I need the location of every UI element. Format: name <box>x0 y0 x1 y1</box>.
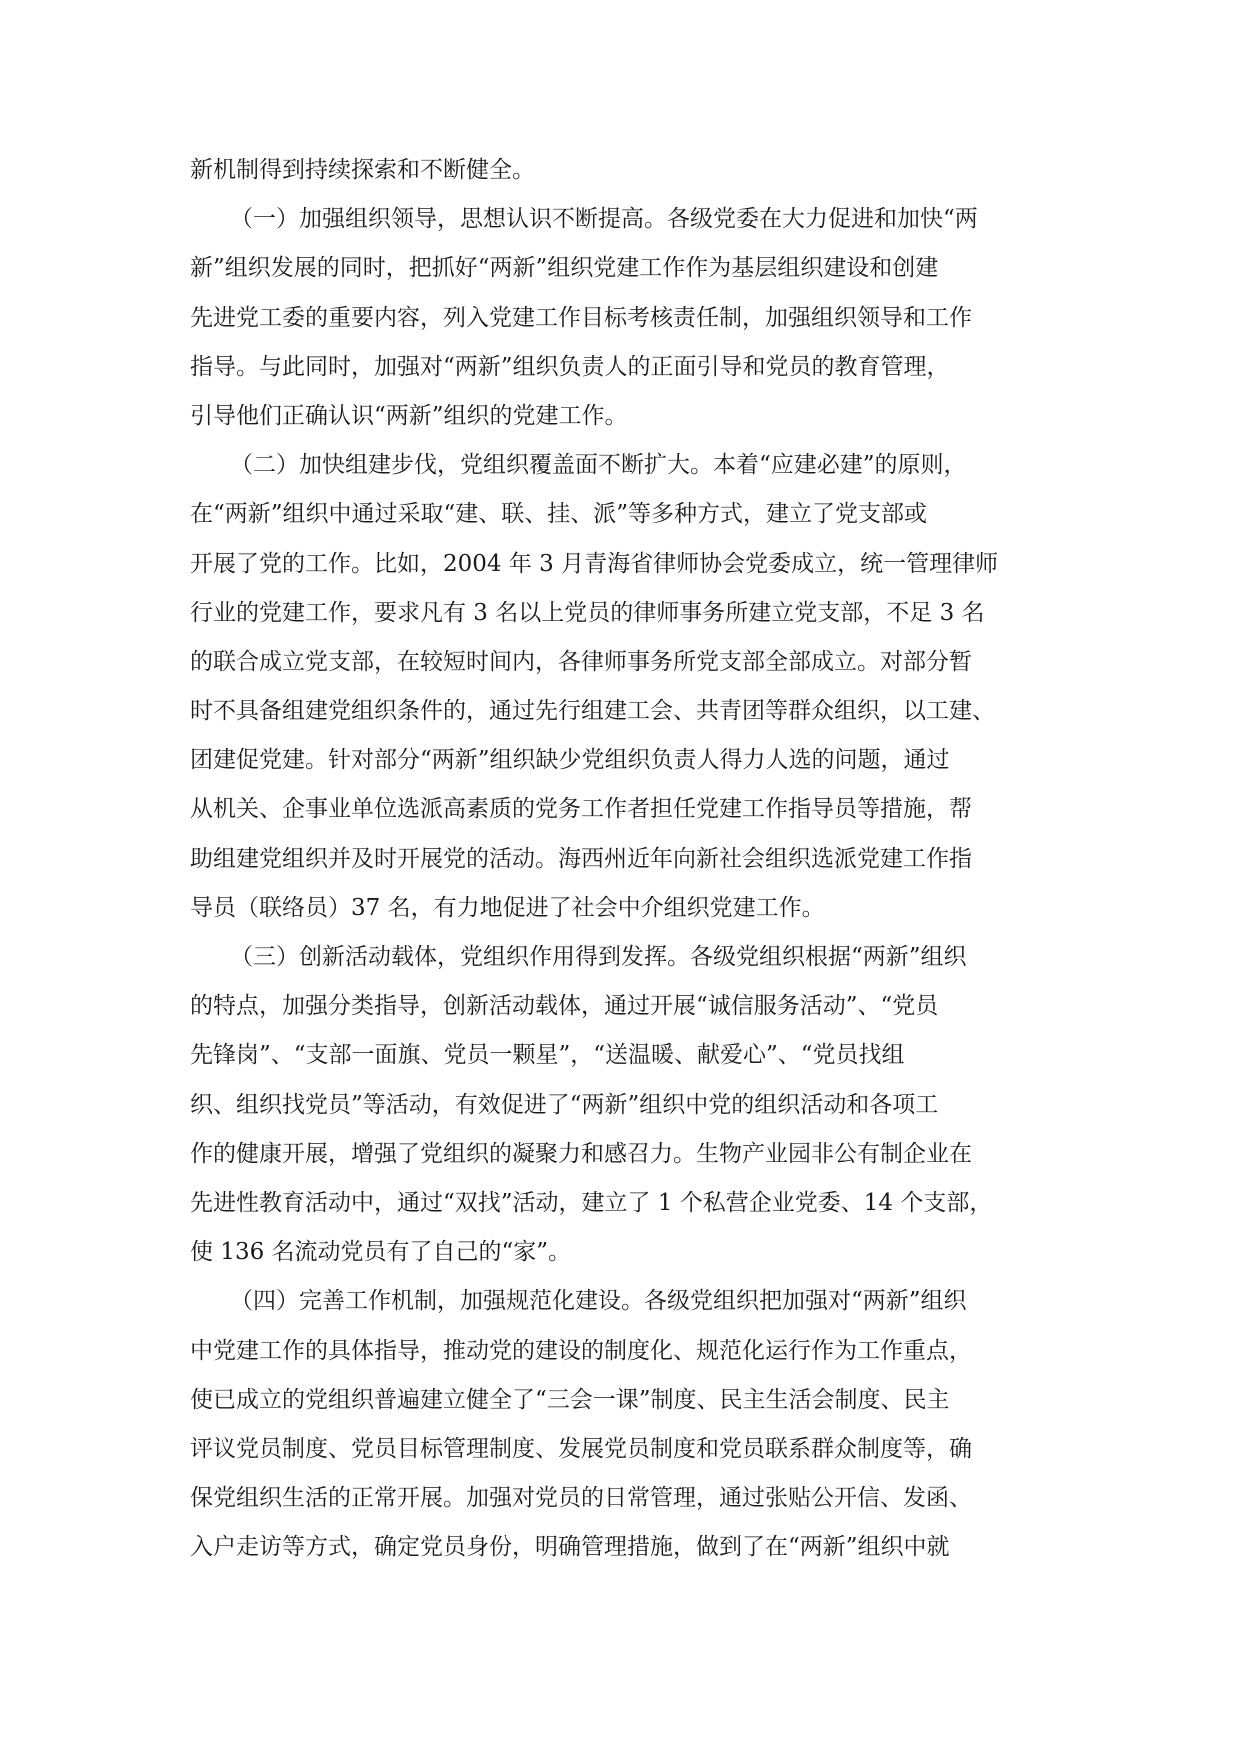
paragraph-first-line: （三）创新活动载体，党组织作用得到发挥。各级党组织根据“两新”组织 <box>230 944 967 970</box>
text-line: 作的健康开展，增强了党组织的凝聚力和感召力。生物产业园非公有制企业在 <box>190 1140 972 1167</box>
document-body <box>190 155 1050 1581</box>
text-line: 的联合成立党支部，在较短时间内，各律师事务所党支部全部成立。对部分暂 <box>190 648 972 675</box>
text-line: 引导他们正确认识“两新”组织的党建工作。 <box>190 402 628 429</box>
text-line: 导员（联络员）37 名，有力地促进了社会中介组织党建工作。 <box>190 894 825 921</box>
text-line: 中党建工作的具体指导，推动党的建设的制度化、规范化运行作为工作重点， <box>190 1337 972 1364</box>
text-line: 时不具备组建党组织条件的，通过先行组建工会、共青团等群众组织，以工建、 <box>190 698 995 725</box>
text-line: 行业的党建工作，要求凡有 3 名以上党员的律师事务所建立党支部，不足 3 名 <box>190 599 985 626</box>
text-line: 团建促党建。针对部分“两新”组织缺少党组织负责人得力人选的问题，通过 <box>190 747 950 774</box>
paragraph-first-line: （二）加快组建步伐，党组织覆盖面不断扩大。本着“应建必建”的原则， <box>230 452 967 479</box>
text-line: 入户走访等方式，确定党员身份，明确管理措施，做到了在“两新”组织中就 <box>190 1534 950 1561</box>
text-line: 的特点，加强分类指导，创新活动载体，通过开展“诚信服务活动”、“党员 <box>190 993 939 1020</box>
text-line: 先进性教育活动中，通过“双找”活动，建立了 1 个私营企业党委、14 个支部， <box>190 1189 993 1216</box>
text-line: 先锋岗”、“支部一面旗、党员一颗星”，“送温暖、献爱心”、“党员找组 <box>190 1042 905 1069</box>
text-line: 新”组织发展的同时，把抓好“两新”组织党建工作作为基层组织建设和创建 <box>190 255 939 282</box>
text-line: 使已成立的党组织普遍建立健全了“三会一课”制度、民主生活会制度、民主 <box>190 1386 950 1413</box>
paragraph-first-line: （一）加强组织领导，思想认识不断提高。各级党委在大力促进和加快“两 <box>230 206 978 233</box>
text-line: 指导。与此同时，加强对“两新”组织负责人的正面引导和党员的教育管理， <box>190 353 950 380</box>
text-line: 从机关、企事业单位选派高素质的党务工作者担任党建工作指导员等措施，帮 <box>190 796 972 823</box>
text-line: 评议党员制度、党员目标管理制度、发展党员制度和党员联系群众制度等，确 <box>190 1435 972 1462</box>
text-line: 新机制得到持续探索和不断健全。 <box>190 157 535 183</box>
text-line: 开展了党的工作。比如，2004 年 3 月青海省律师协会党委成立，统一管理律师 <box>190 550 999 577</box>
paragraph-first-line: （四）完善工作机制，加强规范化建设。各级党组织把加强对“两新”组织 <box>230 1288 967 1315</box>
text-line: 助组建党组织并及时开展党的活动。海西州近年向新社会组织选派党建工作指 <box>190 845 972 872</box>
text-line: 织、组织找党员”等活动，有效促进了“两新”组织中党的组织活动和各项工 <box>190 1091 939 1118</box>
text-line: 先进党工委的重要内容，列入党建工作目标考核责任制，加强组织领导和工作 <box>190 304 972 331</box>
text-line: 使 136 名流动党员有了自己的“家”。 <box>190 1239 572 1266</box>
text-line: 保党组织生活的正常开展。加强对党员的日常管理，通过张贴公开信、发函、 <box>190 1485 972 1512</box>
text-line: 在“两新”组织中通过采取“建、联、挂、派”等多种方式，建立了党支部或 <box>190 501 928 528</box>
